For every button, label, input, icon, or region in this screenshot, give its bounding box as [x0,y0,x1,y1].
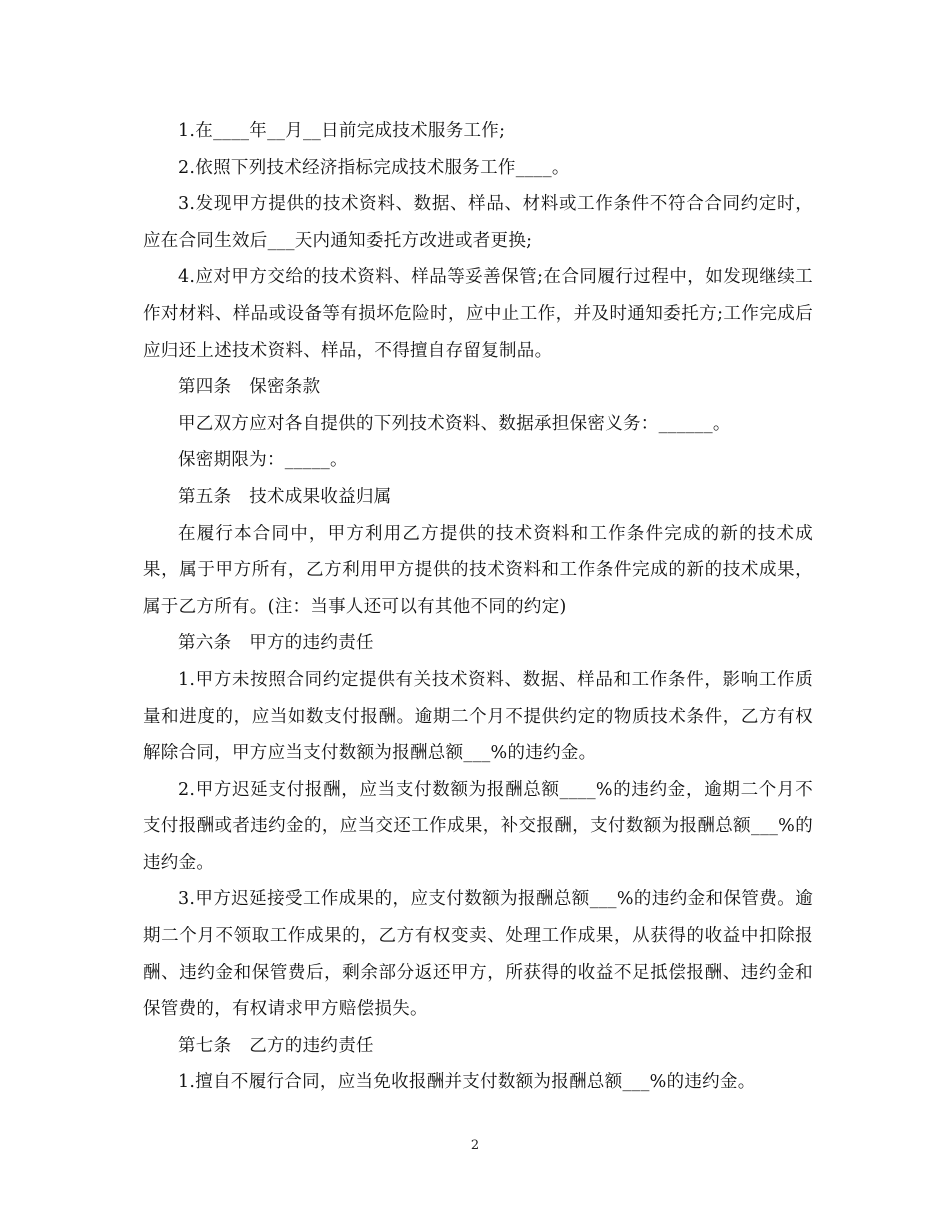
paragraph: 1.在____年__月__日前完成技术服务工作; [178,121,506,141]
paragraph: 1.擅自不履行合同，应当免收报酬并支付数额为报酬总额___%的违约金。 [178,1072,756,1093]
paragraph: 保密期限为：_____。 [178,450,348,471]
section-heading: 第四条 保密条款 [178,377,321,398]
paragraph: 3.发现甲方提供的技术资料、数据、样品、材料或工作条件不符合合同约定时，应在合同生效后___天内通知委托方改进或者更换; [143,194,813,251]
page-number: 2 [470,1138,480,1153]
paragraph: 1.甲方未按照合同约定提供有关技术资料、数据、样品和工作条件，影响工作质量和进度的，应当如数支付报酬。逾期二个月不提供约定的物质技术条件，乙方有权解除合同，甲方应当支付数额为报酬总额___%的违约金。 [143,669,813,764]
paragraph: 在履行本合同中，甲方利用乙方提供的技术资料和工作条件完成的新的技术成果，属于甲方所有，乙方利用甲方提供的技术资料和工作条件完成的新的技术成果，属于乙方所有。(注：当事人还可以有其他不同的约定) [143,523,813,617]
section-heading: 第七条 乙方的违约责任 [178,1035,374,1056]
paragraph: 2.甲方迟延支付报酬，应当支付数额为报酬总额____%的违约金，逾期二个月不支付报酬或者违约金的，应当交还工作成果，补交报酬，支付数额为报酬总额___%的违约金。 [143,779,813,873]
document-body [143,113,813,1101]
paragraph: 2.依照下列技术经济指标完成技术服务工作____。 [178,157,570,178]
paragraph: 甲乙双方应对各自提供的下列技术资料、数据承担保密义务：______。 [178,413,731,434]
section-heading: 第五条 技术成果收益归属 [178,486,392,507]
section-heading: 第六条 甲方的违约责任 [178,633,374,654]
paragraph: 4.应对甲方交给的技术资料、样品等妥善保管;在合同履行过程中，如发现继续工作对材料、样品或设备等有损坏危险时，应中止工作，并及时通知委托方;工作完成后应归还上述技术资料、样品，不得擅自存留复制品。 [143,267,813,361]
paragraph: 3.甲方迟延接受工作成果的，应支付数额为报酬总额___%的违约金和保管费。逾期二个月不领取工作成果的，乙方有权变卖、处理工作成果，从获得的收益中扣除报酬、违约金和保管费后，剩余部分返还甲方，所获得的收益不足抵偿报酬、违约金和保管费的，有权请求甲方赔偿损失。 [143,889,813,1020]
